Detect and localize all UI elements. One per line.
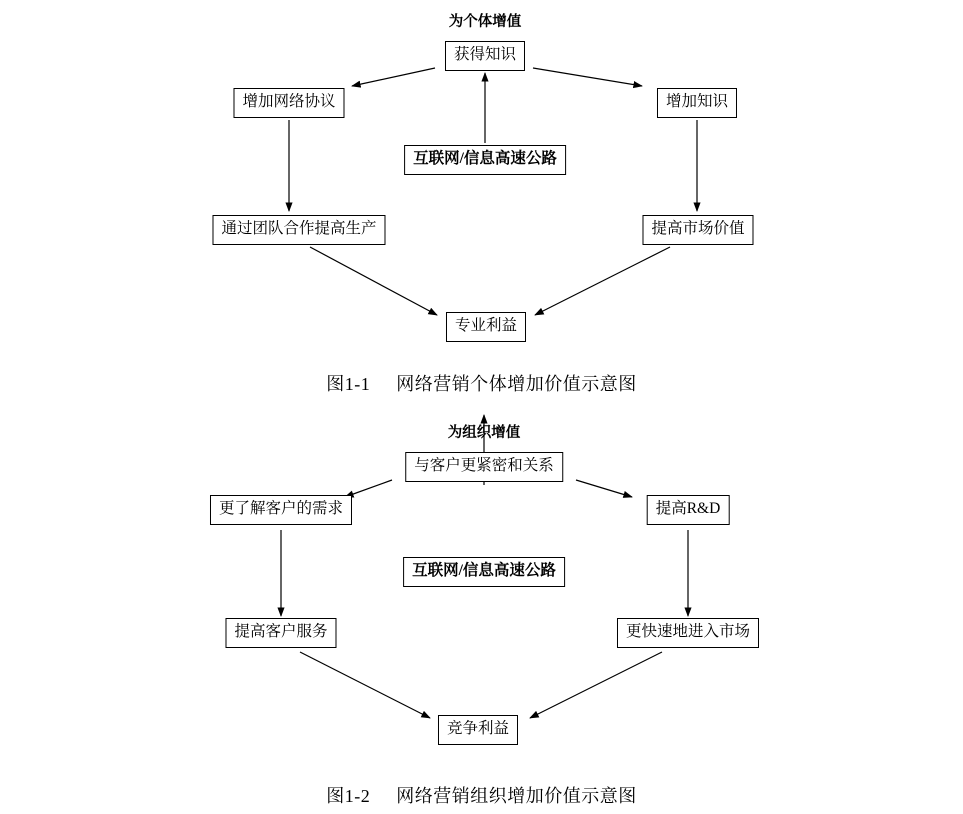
diagram2-top-label: 为组织增值 (447, 425, 521, 441)
node-increase-knowledge: 增加知识 (657, 88, 737, 118)
node-internet-highway-2: 互联网/信息高速公路 (403, 557, 565, 587)
node-knowledge-gain: 获得知识 (445, 41, 525, 71)
diagram2-caption (0, 782, 963, 808)
node-professional-benefit: 专业利益 (446, 312, 526, 342)
node-market-value: 提高市场价值 (642, 215, 753, 245)
diagram1-top-label: 为个体增值 (448, 14, 522, 30)
diagram2-caption-text: 网络营销组织增加价值示意图 (396, 786, 637, 806)
node-understand-customer-needs: 更了解客户的需求 (210, 495, 352, 525)
node-team-production: 通过团队合作提高生产 (212, 215, 385, 245)
diagram1-caption-number: 图1-1 (326, 374, 371, 394)
node-customer-service: 提高客户服务 (225, 618, 336, 648)
diagram1-caption (0, 370, 963, 396)
node-improve-rd: 提高R&D (647, 495, 730, 525)
node-faster-market-entry: 更快速地进入市场 (617, 618, 759, 648)
node-network-protocol: 增加网络协议 (233, 88, 344, 118)
diagram2-caption-number: 图1-2 (326, 786, 371, 806)
diagram1-caption-text: 网络营销个体增加价值示意图 (396, 374, 637, 394)
value-for-individual-diagram (0, 0, 963, 400)
node-competitive-benefit: 竞争利益 (438, 715, 518, 745)
node-internet-highway-1: 互联网/信息高速公路 (404, 145, 566, 175)
node-closer-customer-relation: 与客户更紧密和关系 (405, 452, 563, 482)
value-for-organization-diagram (0, 400, 963, 814)
